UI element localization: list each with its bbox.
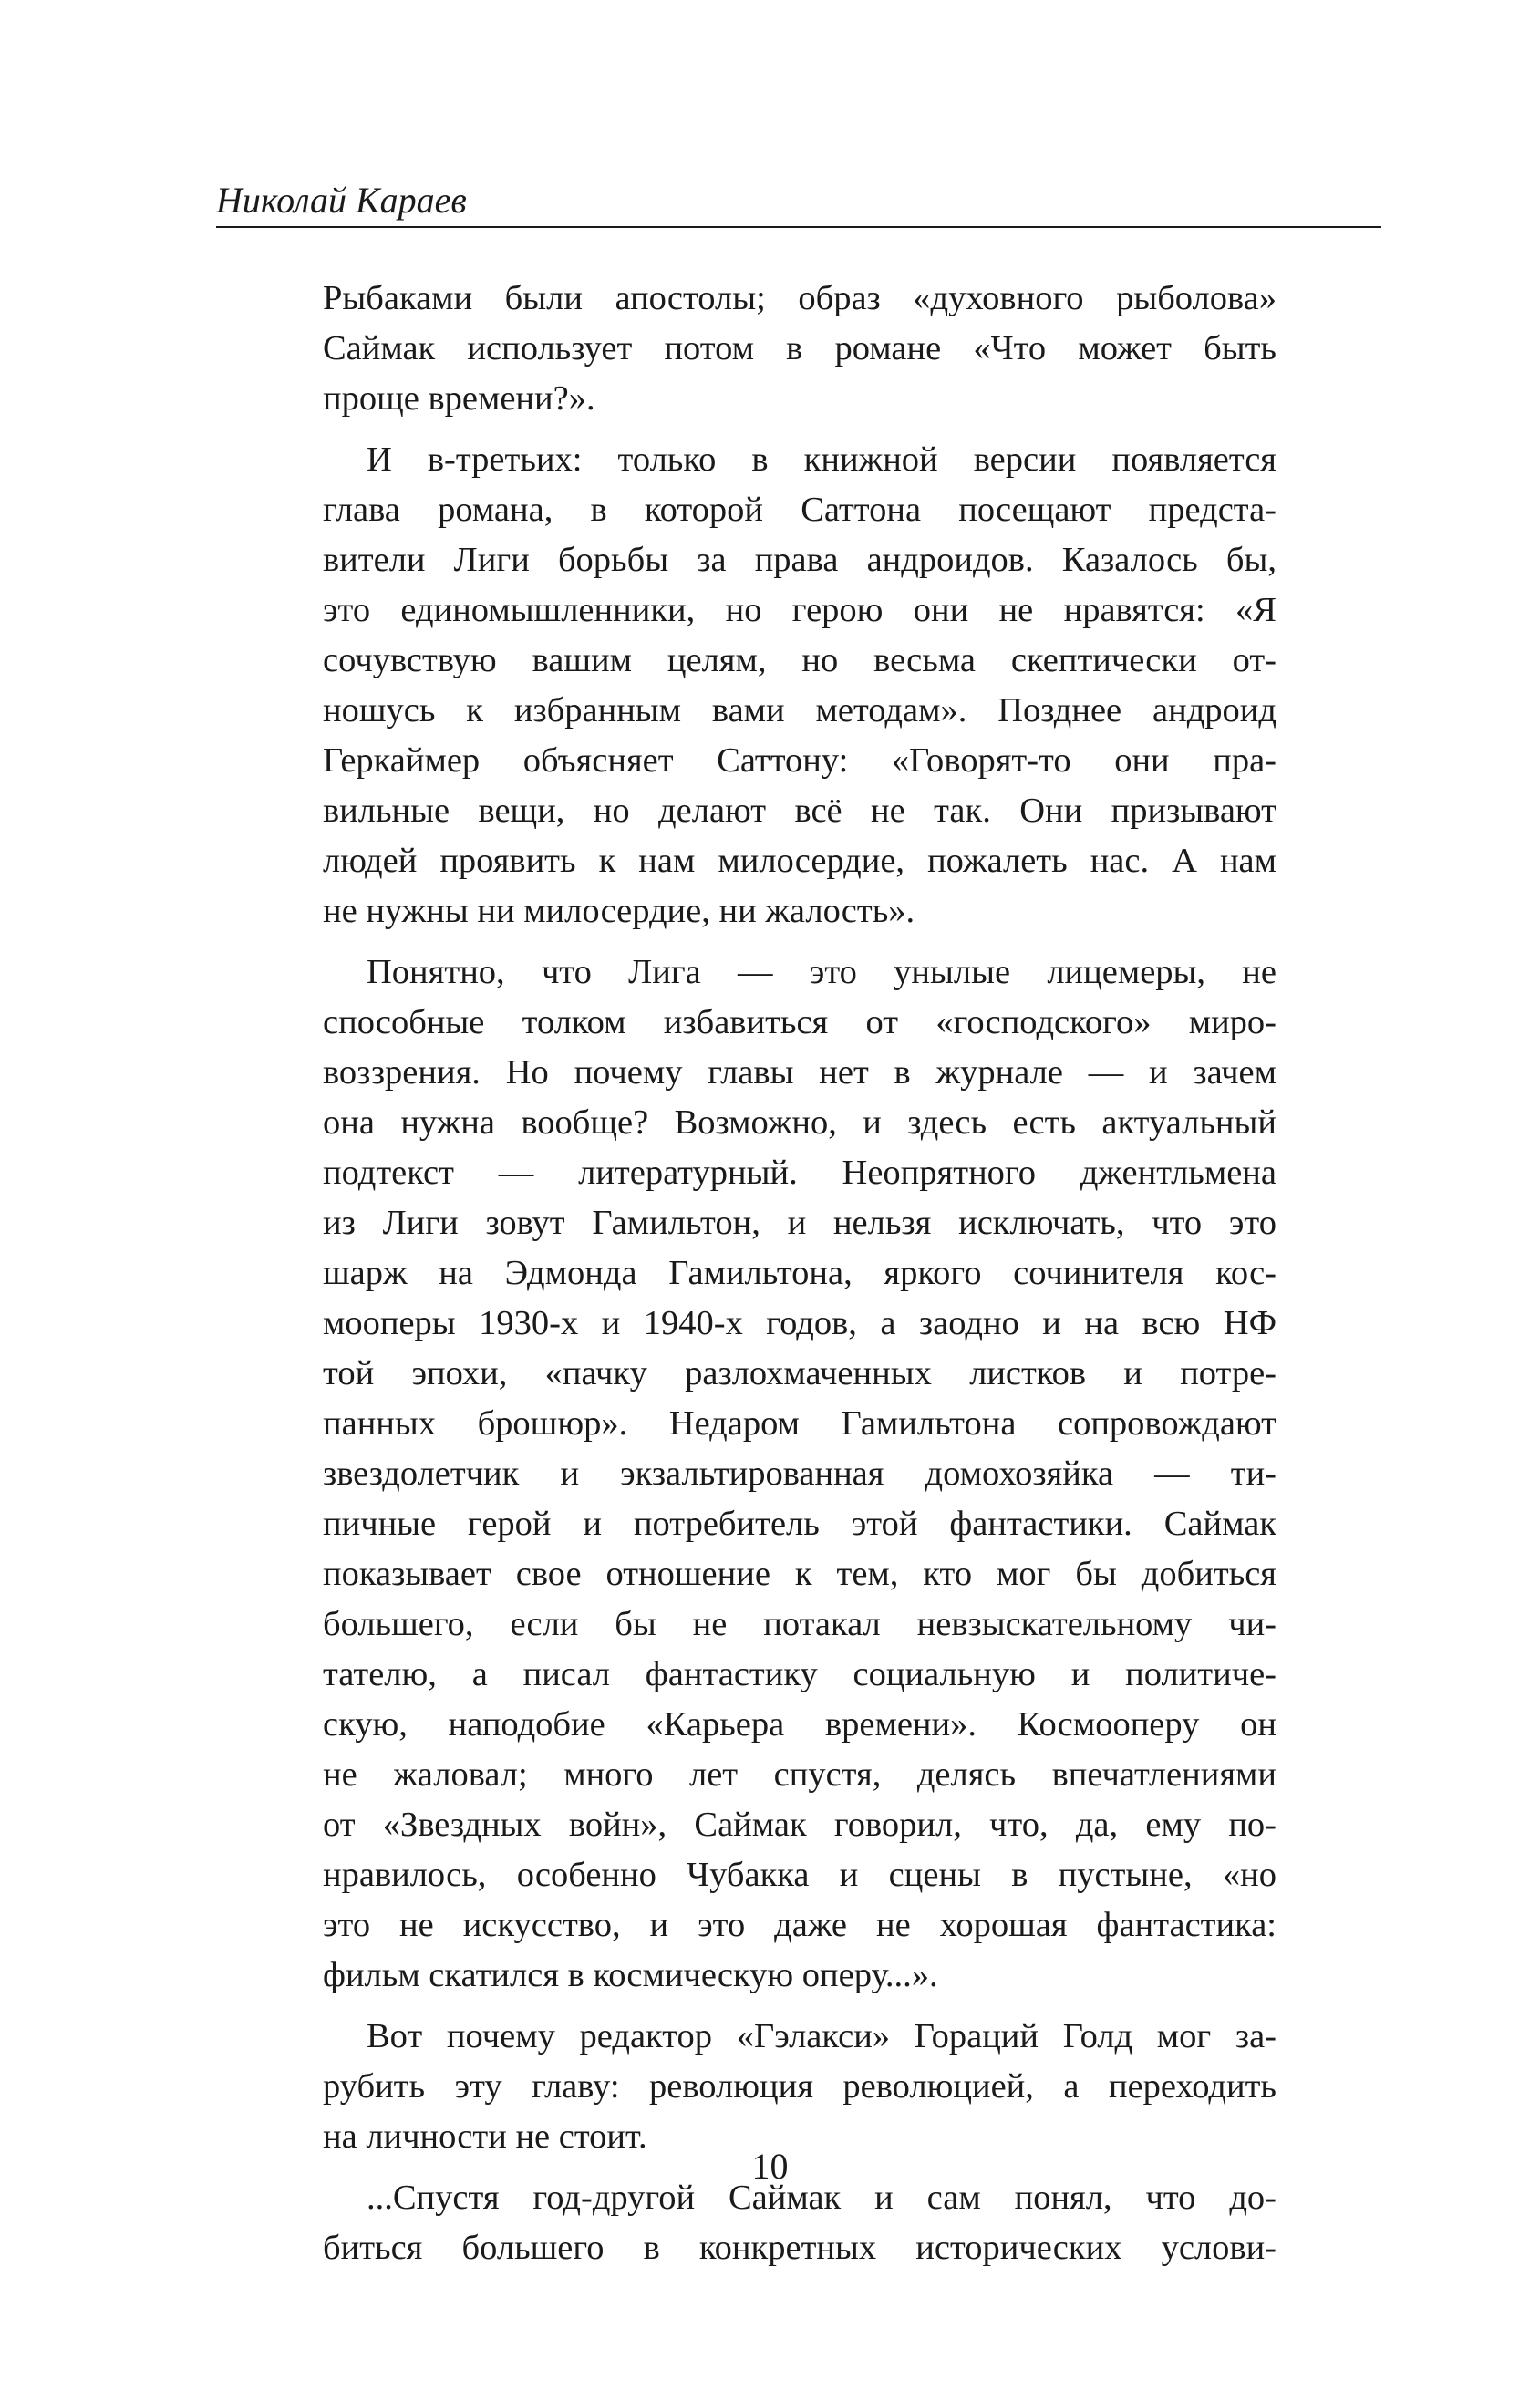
text-line: не жаловал; много лет спустя, делясь впечатлениями bbox=[323, 1755, 1276, 1794]
text-line: она нужна вообще? Возможно, и здесь есть актуальный bbox=[323, 1103, 1276, 1142]
text-line: не нужны ни милосердие, ни жалость». bbox=[323, 892, 915, 930]
page-number: 10 bbox=[751, 2146, 789, 2187]
text-line: от «Звездных войн», Саймак говорил, что, да, ему по- bbox=[323, 1806, 1276, 1844]
text-line: звездолетчик и экзальтированная домохозяйка — ти- bbox=[323, 1454, 1276, 1493]
text-line: это не искусство, и это даже не хорошая фантастика: bbox=[323, 1906, 1276, 1944]
text-line: это единомышленники, но герою они не нравятся: «Я bbox=[323, 591, 1276, 629]
text-line: рубить эту главу: революция революцией, а переходить bbox=[323, 2067, 1276, 2106]
text-line: пичные герой и потребитель этой фантастики. Саймак bbox=[323, 1505, 1276, 1543]
text-line: скую, наподобие «Карьера времени». Космооперу он bbox=[323, 1705, 1276, 1744]
text-line: сочувствую вашим целям, но весьма скептически от- bbox=[323, 641, 1276, 679]
text-line: мооперы 1930-х и 1940-х годов, а заодно и на всю НФ bbox=[323, 1304, 1276, 1342]
text-line: из Лиги зовут Гамильтон, и нельзя исключать, что это bbox=[323, 1204, 1276, 1242]
text-line: проще времени?». bbox=[323, 379, 595, 418]
text-line: вители Лиги борьбы за права андроидов. Казалось бы, bbox=[323, 541, 1276, 579]
running-head-title: Николай Караев bbox=[216, 180, 467, 221]
text-line: показывает свое отношение к тем, кто мог бы добиться bbox=[323, 1555, 1276, 1593]
text-line: Понятно, что Лига — это унылые лицемеры, не bbox=[367, 953, 1276, 991]
text-line: подтекст — литературный. Неопрятного джентльмена bbox=[323, 1154, 1276, 1192]
text-line: панных брошюр». Недаром Гамильтона сопровождают bbox=[323, 1404, 1276, 1443]
text-line: людей проявить к нам милосердие, пожалеть нас. А нам bbox=[323, 842, 1276, 880]
text-line: воззрения. Но почему главы нет в журнале — и зачем bbox=[323, 1053, 1276, 1092]
text-line: ...Спустя год-другой Саймак и сам понял, что до- bbox=[367, 2179, 1276, 2217]
header-rule bbox=[216, 226, 1381, 228]
text-line: биться большего в конкретных исторических услови- bbox=[323, 2229, 1276, 2267]
text-line: тателю, а писал фантастику социальную и политиче- bbox=[323, 1655, 1276, 1693]
body-text bbox=[323, 274, 1276, 2284]
text-line: Рыбаками были апостолы; образ «духовного рыболова» bbox=[323, 279, 1276, 317]
text-line: Геркаймер объясняет Саттону: «Говорят-то они пра- bbox=[323, 741, 1276, 780]
text-line: той эпохи, «пачку разлохмаченных листков и потре- bbox=[323, 1354, 1276, 1392]
text-line: И в-третьих: только в книжной версии появляется bbox=[367, 440, 1276, 479]
text-line: ношусь к избранным вами методам». Позднее андроид bbox=[323, 691, 1276, 730]
text-line: Саймак использует потом в романе «Что может быть bbox=[323, 329, 1276, 367]
paragraph bbox=[323, 435, 1276, 937]
text-line: большего, если бы не потакал невзыскательному чи- bbox=[323, 1605, 1276, 1643]
paragraph bbox=[323, 2012, 1276, 2162]
running-head bbox=[216, 173, 1381, 228]
text-line: Вот почему редактор «Гэлакси» Гораций Голд мог за- bbox=[367, 2017, 1276, 2055]
text-line: фильм скатился в космическую оперу...». bbox=[323, 1956, 938, 1994]
paragraph bbox=[323, 947, 1276, 2001]
text-line: нравилось, особенно Чубакка и сцены в пустыне, «но bbox=[323, 1856, 1276, 1894]
paragraph bbox=[323, 274, 1276, 424]
text-line: на личности не стоит. bbox=[323, 2117, 647, 2156]
text-line: шарж на Эдмонда Гамильтона, яркого сочинителя кос- bbox=[323, 1254, 1276, 1292]
text-line: вильные вещи, но делают всё не так. Они призывают bbox=[323, 792, 1276, 830]
text-line: способные толком избавиться от «господского» миро- bbox=[323, 1003, 1276, 1041]
text-line: глава романа, в которой Саттона посещают предста- bbox=[323, 491, 1276, 529]
